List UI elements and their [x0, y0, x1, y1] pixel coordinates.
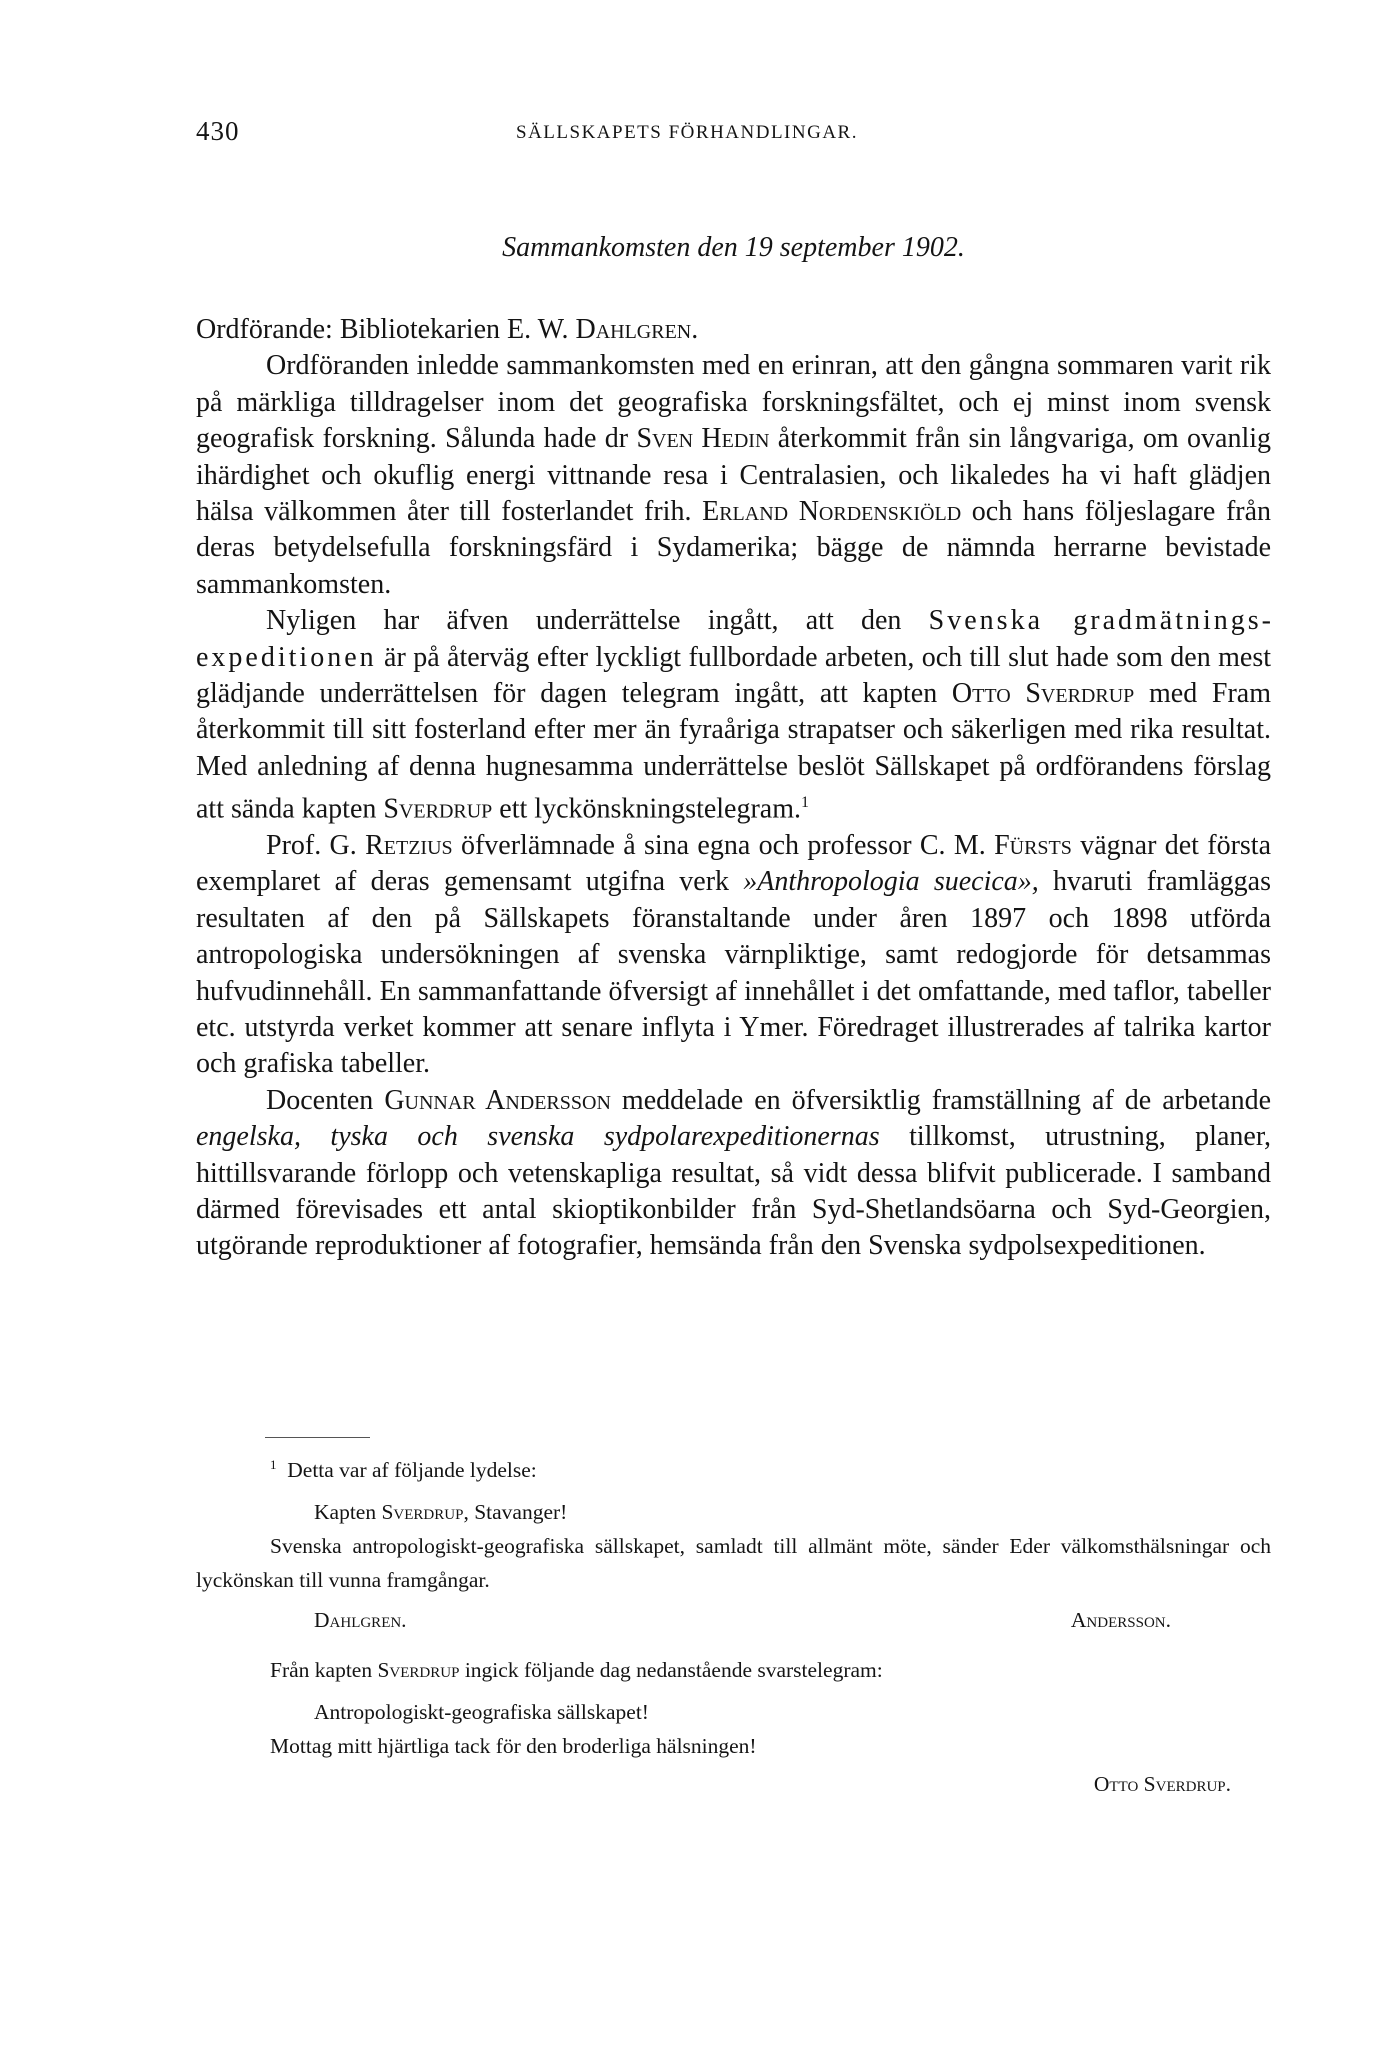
chair-name: Dahlgren — [575, 314, 692, 345]
person-name: Gunnar Andersson — [384, 1084, 611, 1116]
expedition-name: Svenska gradmätningsexpeditionen — [196, 605, 1271, 673]
para3-c: vägnar det första exemplaret af deras gemensamt utgifna verk — [196, 830, 1272, 898]
page-header — [196, 116, 1271, 156]
para2-a: Nyligen har äfven underrättelse ingått, att den — [266, 605, 902, 637]
work-title: »Anthropologia suecica», — [743, 866, 1039, 898]
page-number: 430 — [196, 116, 240, 146]
reply-body: Mottag mitt hjärtliga tack för den broderliga hälsningen! — [270, 1734, 757, 1759]
reply-address: Antropologiskt-geografiska sällskapet! — [314, 1700, 649, 1725]
para1-a: Ordföranden inledde sammankomsten med en erinran, att den gångna sommaren varit rik på märkliga tilldragelser inom det geografiska forskningsfältet, och ej minst inom svensk geografisk forskning. Sålunda hade dr — [196, 350, 1271, 455]
reply-prefix: Från kapten — [270, 1658, 373, 1683]
person-name: Fürsts — [994, 830, 1072, 862]
expeditions-italic: engelska, tyska och svenska sydpolarexpeditionernas — [196, 1121, 880, 1153]
para2-d: ett lyckönskningstelegram. — [499, 793, 802, 825]
footnote-rule — [265, 1437, 370, 1438]
footnote-intro: Detta var af följande lydelse: — [287, 1458, 537, 1483]
signature-dahlgren: Dahlgren. — [314, 1608, 407, 1633]
signature-sverdrup: Otto Sverdrup. — [1093, 1772, 1231, 1797]
person-name: Otto Sverdrup — [951, 678, 1135, 710]
person-name: Sven Hedin — [636, 423, 770, 455]
para2-c: med Fram återkommit till sitt fosterland efter mer än fyraåriga strapatser och säkerligen med rika resultat. Med anledning af denna hugnesamma underrättelse beslöt Sällskapet på ordförandens förslag att sända kapten — [196, 678, 1271, 825]
person-name: Retzius — [365, 830, 453, 862]
chair-end: . — [691, 314, 699, 345]
para4-b: meddelade en öfversiktlig framställning af de arbetande — [621, 1084, 1272, 1116]
paragraph-3 — [196, 828, 1271, 1083]
chair-text: Ordförande: Bibliotekarien E. W. — [196, 314, 569, 345]
para3-a: Prof. G. — [266, 830, 357, 862]
telegram-body: Svenska antropologiskt-geografiska sällskapet, samladt till allmänt möte, sänder Eder välkomsthälsningar och lyckönskan till vunna framgångar. — [196, 1534, 1271, 1593]
para1-b: återkommit från sin långvariga, om ovanlig ihärdighet och okuflig energi vittnande resa i Centralasien, och likaledes ha vi haft glädjen hälsa välkommen åter till fosterlandet frih. — [196, 423, 1272, 528]
reply-intro — [196, 1653, 1271, 1687]
telegram-address — [196, 1495, 1271, 1529]
footnote-mark[interactable]: 1 — [801, 794, 810, 812]
footnote-intro-line — [196, 1448, 1271, 1487]
running-head: SÄLLSKAPETS FÖRHANDLINGAR. — [516, 122, 858, 143]
para2-b: är på återväg efter lyckligt fullbordade arbeten, och till slut hade som den mest glädjande underrättelsen för dagen telegram ingått, att kapten — [196, 641, 1271, 710]
footnote-number: 1 — [270, 1457, 277, 1472]
paragraph-1 — [196, 348, 1271, 603]
person-name: Sverdrup — [383, 793, 493, 825]
para4-a: Docenten — [266, 1084, 374, 1116]
para3-d: hvaruti framläggas resultaten af den på Sällskapets föranstaltande under åren 1897 och 1898 utförda antropologiska undersökningen af svenska värnpliktige, samt redogjorde för detsammas hufvudinnehåll. En sammanfattande öfversigt af innehållet i det omfattande, med taflor, tabeller etc. utstyrda verket kommer att senare inflyta i Ymer. Föredraget illustrerades af talrika kartor och grafiska tabeller. — [196, 866, 1271, 1080]
address-suffix: , Stavanger! — [463, 1500, 568, 1525]
paragraph-2 — [196, 603, 1271, 828]
reply-signature-row — [196, 1763, 1271, 1807]
main-text — [196, 312, 1271, 1265]
para3-b: öfverlämnade å sina egna och professor C. M. — [460, 830, 986, 862]
signature-andersson: Andersson. — [1070, 1608, 1171, 1633]
address-prefix: Kapten — [314, 1500, 377, 1525]
footnote — [196, 1448, 1271, 1807]
para4-c: tillkomst, utrustning, planer, hittillsvarande förlopp och vetenskapliga resultat, så vidt dessa blifvit publicerade. I samband därmed förevisades ett antal skioptikonbilder från Syd-Shetlandsöarna och Syd-Georgien, utgörande reproduktioner af fotografier, hemsända från den Svenska sydpolsexpeditionen. — [196, 1121, 1272, 1262]
session-title: Sammankomsten den 19 september 1902. — [502, 232, 965, 263]
person-name: Erland Nordenskiöld — [702, 496, 962, 528]
address-name: Sverdrup — [381, 1500, 464, 1525]
reply-name: Sverdrup — [377, 1658, 460, 1683]
reply-suffix: ingick följande dag nedanstående svarstelegram: — [464, 1658, 883, 1683]
para1-c: och hans följeslagare från deras betydelsefulla forskningsfärd i Sydamerika; bägge de nämnda herrarne bevistade sammankomsten. — [196, 496, 1272, 600]
chair-line — [196, 312, 1271, 348]
paragraph-4 — [196, 1083, 1271, 1265]
telegram-signatures — [196, 1597, 1271, 1641]
